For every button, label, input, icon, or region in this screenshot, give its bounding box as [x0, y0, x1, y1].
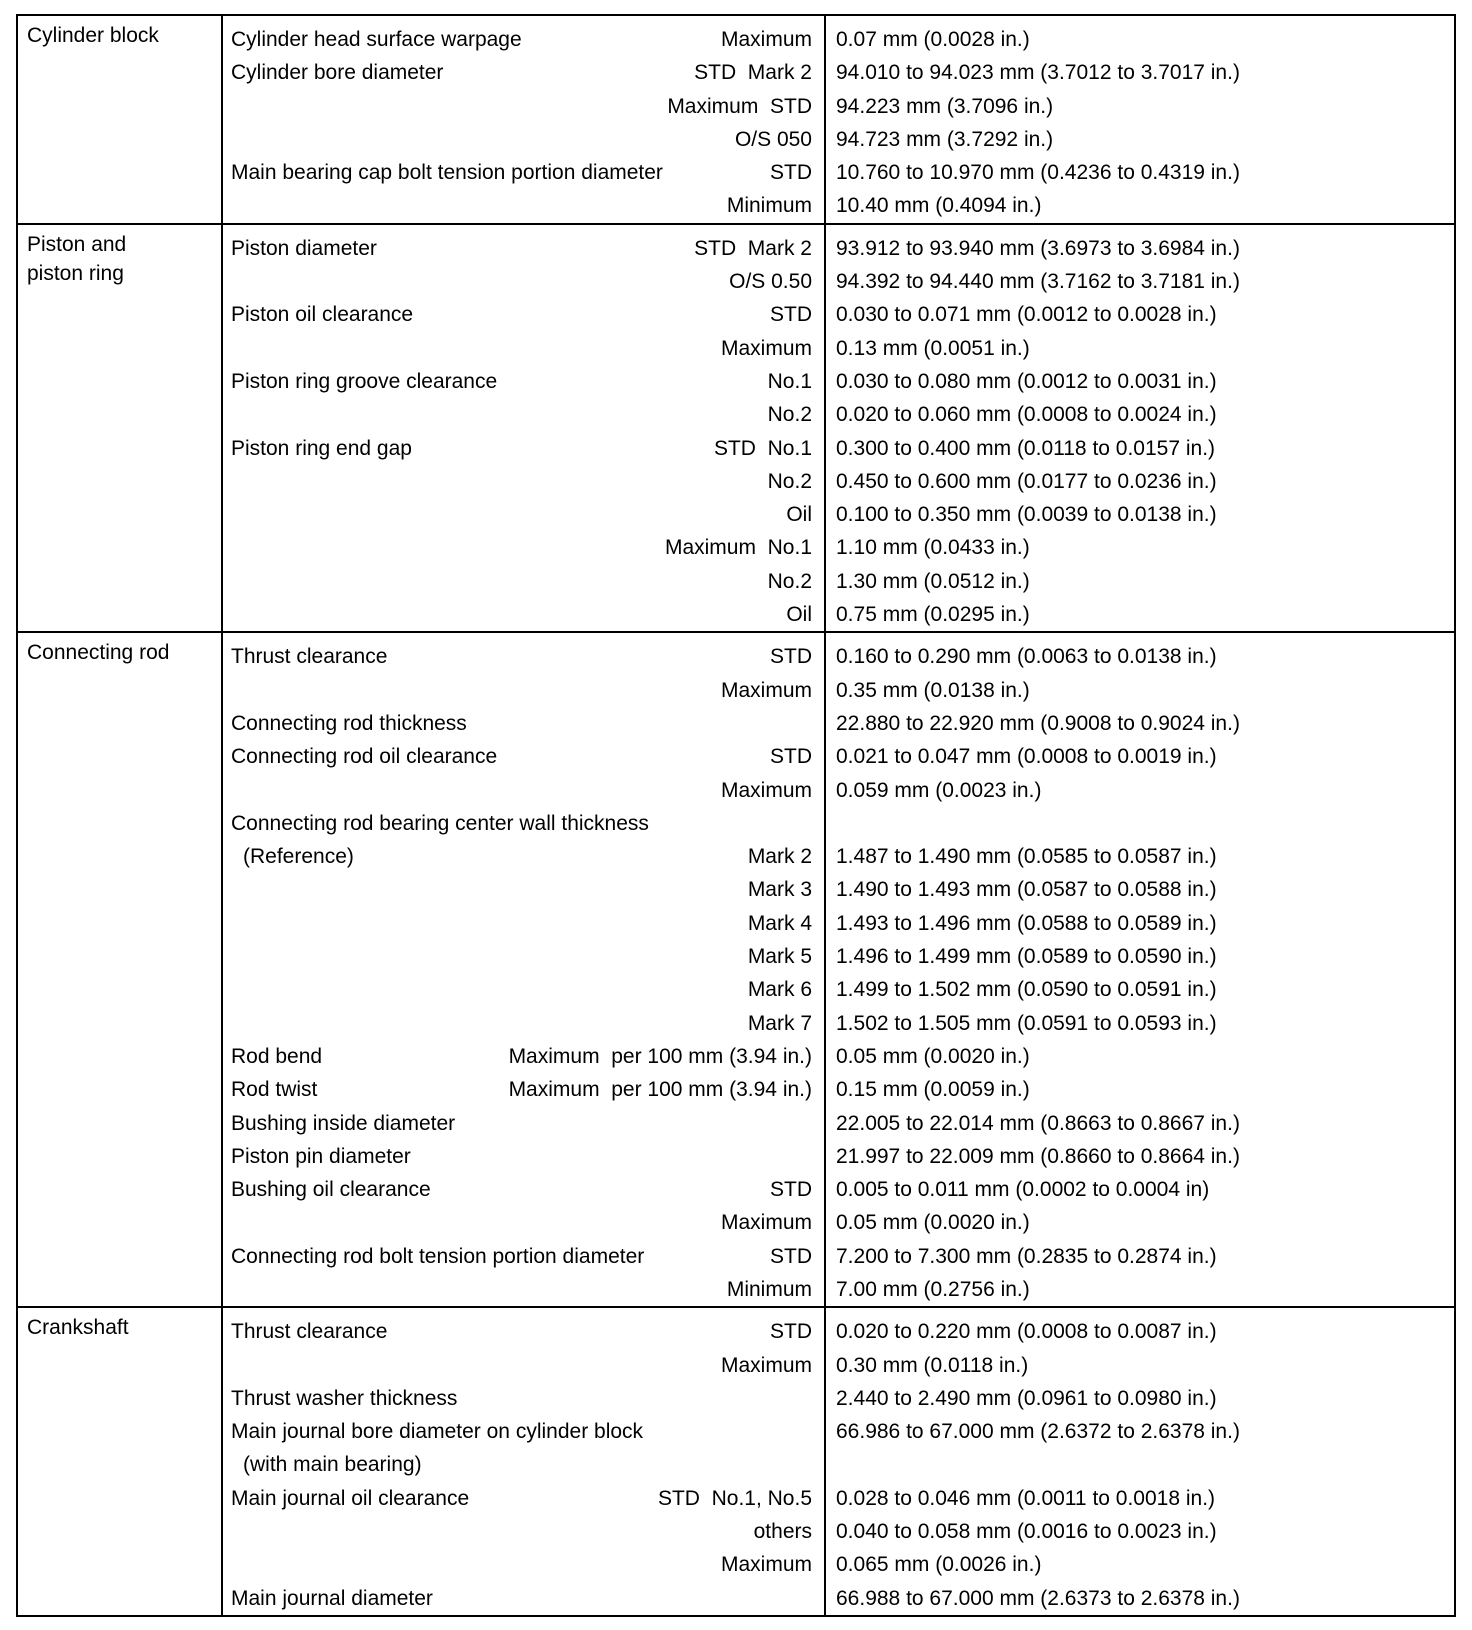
spec-item-line [223, 531, 824, 564]
spec-value: 10.40 mm (0.4094 in.) [836, 194, 1042, 218]
spec-item-line [223, 973, 824, 1006]
spec-value: 1.499 to 1.502 mm (0.0590 to 0.0591 in.) [836, 978, 1217, 1002]
spec-value: 22.880 to 22.920 mm (0.9008 to 0.9024 in.) [836, 711, 1240, 735]
spec-item-label: (with main bearing) [243, 1453, 422, 1477]
item-cell [222, 224, 825, 633]
spec-item-line [223, 189, 824, 222]
spec-item-label: Rod bend [231, 1044, 323, 1068]
spec-value: 0.040 to 0.058 mm (0.0016 to 0.0023 in.) [836, 1520, 1217, 1544]
spec-condition: STD Mark 2 [694, 61, 812, 85]
spec-item-label: Connecting rod thickness [231, 711, 467, 735]
spec-item-line [223, 156, 824, 189]
spec-item-label: Rod twist [231, 1078, 318, 1102]
spec-condition: No.2 [767, 469, 812, 493]
spec-value: 94.010 to 94.023 mm (3.7012 to 3.7017 in.) [836, 61, 1240, 85]
spec-item-line [223, 840, 824, 873]
spec-condition: STD [770, 1320, 812, 1344]
spec-item-line [223, 1240, 824, 1273]
spec-condition: Oil [786, 503, 812, 527]
spec-item-line [223, 90, 824, 123]
spec-item-line [223, 1040, 824, 1073]
spec-value: 66.986 to 67.000 mm (2.6372 to 2.6378 in.) [836, 1420, 1240, 1444]
spec-condition: No.1 [767, 369, 812, 393]
spec-value: 93.912 to 93.940 mm (3.6973 to 3.6984 in.) [836, 236, 1240, 260]
spec-value: 94.723 mm (3.7292 in.) [836, 127, 1054, 151]
spec-condition: Mark 6 [747, 978, 812, 1002]
spec-item-label: Thrust clearance [231, 645, 388, 669]
spec-value [836, 807, 1454, 840]
spec-value: 0.450 to 0.600 mm (0.0177 to 0.0236 in.) [836, 469, 1217, 493]
spec-value: 0.021 to 0.047 mm (0.0008 to 0.0019 in.) [836, 745, 1217, 769]
spec-item-label: Piston pin diameter [231, 1144, 411, 1168]
spec-item-line [223, 1107, 824, 1140]
spec-value: 7.00 mm (0.2756 in.) [836, 1277, 1030, 1301]
spec-value: 0.059 mm (0.0023 in.) [836, 778, 1042, 802]
spec-value: 0.100 to 0.350 mm (0.0039 to 0.0138 in.) [836, 503, 1217, 527]
spec-item-label: (Reference) [243, 845, 354, 869]
spec-value: 0.15 mm (0.0059 in.) [836, 1078, 1030, 1102]
item-cell [222, 15, 825, 224]
spec-item-line [223, 365, 824, 398]
value-cell [825, 224, 1455, 633]
spec-item-label: Bushing inside diameter [231, 1111, 456, 1135]
spec-condition: O/S 050 [734, 127, 812, 151]
spec-item-line [223, 565, 824, 598]
section-name-cell [17, 1307, 222, 1616]
spec-value: 0.300 to 0.400 mm (0.0118 to 0.0157 in.) [836, 436, 1216, 460]
spec-value: 22.005 to 22.014 mm (0.8663 to 0.8667 in.) [836, 1111, 1240, 1135]
spec-item-line [223, 1382, 824, 1415]
spec-item-line [223, 674, 824, 707]
spec-item-line [223, 23, 824, 56]
spec-item-label: Thrust clearance [231, 1320, 388, 1344]
spec-condition: STD No.1, No.5 [657, 1486, 812, 1510]
spec-item-label: Cylinder head surface warpage [231, 28, 522, 51]
spec-value: 0.020 to 0.060 mm (0.0008 to 0.0024 in.) [836, 403, 1217, 427]
spec-value [836, 1448, 1454, 1481]
spec-condition: STD [770, 303, 812, 327]
spec-value: 0.005 to 0.011 mm (0.0002 to 0.0004 in) [836, 1178, 1210, 1202]
spec-value: 0.05 mm (0.0020 in.) [836, 1044, 1030, 1068]
spec-condition: Maximum [720, 1211, 812, 1235]
spec-table [16, 14, 1456, 1617]
spec-value: 94.392 to 94.440 mm (3.7162 to 3.7181 in.) [836, 270, 1240, 294]
section-name: Piston and piston ring [27, 232, 127, 285]
section-name-cell [17, 632, 222, 1307]
section-name: Cylinder block [27, 24, 159, 47]
section-row [17, 15, 1455, 224]
spec-value: 2.440 to 2.490 mm (0.0961 to 0.0980 in.) [836, 1386, 1217, 1410]
spec-condition: Maximum [720, 778, 812, 802]
spec-item-line [223, 873, 824, 906]
spec-item-line [223, 640, 824, 673]
spec-value: 0.35 mm (0.0138 in.) [836, 678, 1030, 702]
spec-value: 1.502 to 1.505 mm (0.0591 to 0.0593 in.) [836, 1011, 1217, 1035]
spec-condition: others [753, 1520, 812, 1544]
spec-condition: STD [770, 645, 812, 669]
spec-item-line [223, 940, 824, 973]
spec-item-label: Piston ring end gap [231, 436, 412, 460]
spec-value: 0.05 mm (0.0020 in.) [836, 1211, 1030, 1235]
spec-item-line [223, 1315, 824, 1348]
spec-item-line [223, 707, 824, 740]
spec-condition: Maximum No.1 [664, 536, 812, 560]
spec-item-label: Thrust washer thickness [231, 1386, 458, 1410]
spec-item-line [223, 465, 824, 498]
spec-item-line [223, 1007, 824, 1040]
spec-item-line [223, 1415, 824, 1448]
spec-value: 0.030 to 0.071 mm (0.0012 to 0.0028 in.) [836, 303, 1217, 327]
spec-value: 1.496 to 1.499 mm (0.0589 to 0.0590 in.) [836, 945, 1217, 969]
spec-item-line [223, 332, 824, 365]
spec-value: 1.10 mm (0.0433 in.) [836, 536, 1030, 560]
value-cell [825, 1307, 1455, 1616]
spec-item-line [223, 598, 824, 631]
section-name-cell [17, 15, 222, 224]
spec-condition: Mark 5 [747, 945, 812, 969]
value-cell [825, 632, 1455, 1307]
spec-item-line [223, 123, 824, 156]
spec-item-line [223, 1073, 824, 1106]
spec-item-label: Piston diameter [231, 236, 377, 260]
spec-condition: STD [770, 1178, 812, 1202]
spec-value: 0.028 to 0.046 mm (0.0011 to 0.0018 in.) [836, 1486, 1216, 1510]
spec-condition: No.2 [767, 403, 812, 427]
spec-condition: Minimum [726, 1277, 812, 1301]
spec-condition: STD [770, 745, 812, 769]
spec-item-line [223, 498, 824, 531]
section-name: Crankshaft [27, 1316, 129, 1340]
spec-item-line [223, 298, 824, 331]
spec-value: 0.020 to 0.220 mm (0.0008 to 0.0087 in.) [836, 1320, 1217, 1344]
value-cell [825, 15, 1455, 224]
spec-item-line [223, 1515, 824, 1548]
spec-item-label: Cylinder bore diameter [231, 61, 444, 85]
spec-item-label: Piston ring groove clearance [231, 369, 498, 393]
spec-item-label: Main journal bore diameter on cylinder block [231, 1420, 644, 1444]
spec-value: 66.988 to 67.000 mm (2.6373 to 2.6378 in.) [836, 1586, 1240, 1610]
spec-value: 21.997 to 22.009 mm (0.8660 to 0.8664 in.) [836, 1144, 1240, 1168]
spec-value: 1.490 to 1.493 mm (0.0587 to 0.0588 in.) [836, 878, 1217, 902]
section-name-cell [17, 224, 222, 633]
spec-value: 0.030 to 0.080 mm (0.0012 to 0.0031 in.) [836, 369, 1217, 393]
section-row [17, 632, 1455, 1307]
spec-item-line [223, 740, 824, 773]
spec-item-line [223, 398, 824, 431]
section-name: Connecting rod [27, 641, 170, 665]
spec-condition: Mark 7 [747, 1011, 812, 1035]
spec-item-label: Bushing oil clearance [231, 1178, 431, 1202]
spec-item-label: Connecting rod oil clearance [231, 745, 498, 769]
spec-condition: O/S 0.50 [729, 270, 812, 294]
spec-value: 0.160 to 0.290 mm (0.0063 to 0.0138 in.) [836, 645, 1217, 669]
spec-condition: Maximum per 100 mm (3.94 in.) [508, 1044, 812, 1068]
spec-item-label: Main journal diameter [231, 1586, 433, 1610]
spec-value: 0.07 mm (0.0028 in.) [836, 28, 1030, 51]
spec-condition: Maximum [720, 678, 812, 702]
spec-value: 7.200 to 7.300 mm (0.2835 to 0.2874 in.) [836, 1244, 1217, 1268]
item-cell [222, 632, 825, 1307]
spec-value: 1.487 to 1.490 mm (0.0585 to 0.0587 in.) [836, 845, 1217, 869]
spec-condition: STD Mark 2 [694, 236, 812, 260]
spec-item-line [223, 56, 824, 89]
spec-condition: Minimum [726, 194, 812, 218]
spec-item-label: Main journal oil clearance [231, 1486, 470, 1510]
spec-condition: Mark 3 [747, 878, 812, 902]
spec-item-line [223, 232, 824, 265]
spec-item-line [223, 1206, 824, 1239]
spec-condition: Maximum [720, 28, 812, 51]
spec-item-line [223, 265, 824, 298]
spec-item-line [223, 1482, 824, 1515]
spec-item-label: Piston oil clearance [231, 303, 414, 327]
spec-item-line [223, 1582, 824, 1615]
section-row [17, 1307, 1455, 1616]
item-cell [222, 1307, 825, 1616]
spec-condition: Mark 4 [747, 911, 812, 935]
spec-condition: STD No.1 [713, 436, 812, 460]
spec-condition: STD [770, 1244, 812, 1268]
spec-condition: Maximum [720, 1553, 812, 1577]
spec-value: 10.760 to 10.970 mm (0.4236 to 0.4319 in.) [836, 161, 1240, 185]
spec-item-line [223, 1349, 824, 1382]
spec-item-line [223, 1273, 824, 1306]
spec-item-line [223, 1140, 824, 1173]
section-row [17, 224, 1455, 633]
spec-item-line [223, 1173, 824, 1206]
spec-value: 0.75 mm (0.0295 in.) [836, 603, 1030, 627]
spec-value: 0.13 mm (0.0051 in.) [836, 336, 1030, 360]
spec-item-line [223, 1448, 824, 1481]
spec-condition: No.2 [767, 569, 812, 593]
spec-value: 0.30 mm (0.0118 in.) [836, 1353, 1029, 1377]
spec-condition: Maximum [720, 1353, 812, 1377]
spec-value: 1.493 to 1.496 mm (0.0588 to 0.0589 in.) [836, 911, 1217, 935]
spec-condition: Maximum STD [667, 94, 812, 118]
spec-item-line [223, 774, 824, 807]
spec-item-line [223, 907, 824, 940]
spec-condition: Oil [786, 603, 812, 627]
spec-value: 94.223 mm (3.7096 in.) [836, 94, 1054, 118]
spec-item-label: Connecting rod bolt tension portion diameter [231, 1244, 645, 1268]
spec-value: 1.30 mm (0.0512 in.) [836, 569, 1030, 593]
spec-condition: Mark 2 [747, 845, 812, 869]
spec-condition: Maximum per 100 mm (3.94 in.) [508, 1078, 812, 1102]
spec-item-label: Main bearing cap bolt tension portion diameter [231, 161, 663, 185]
spec-value: 0.065 mm (0.0026 in.) [836, 1553, 1042, 1577]
spec-item-label: Connecting rod bearing center wall thickness [231, 811, 649, 835]
spec-condition: Maximum [720, 336, 812, 360]
spec-item-line [223, 432, 824, 465]
spec-item-line [223, 807, 824, 840]
spec-condition: STD [770, 161, 812, 185]
spec-item-line [223, 1548, 824, 1581]
